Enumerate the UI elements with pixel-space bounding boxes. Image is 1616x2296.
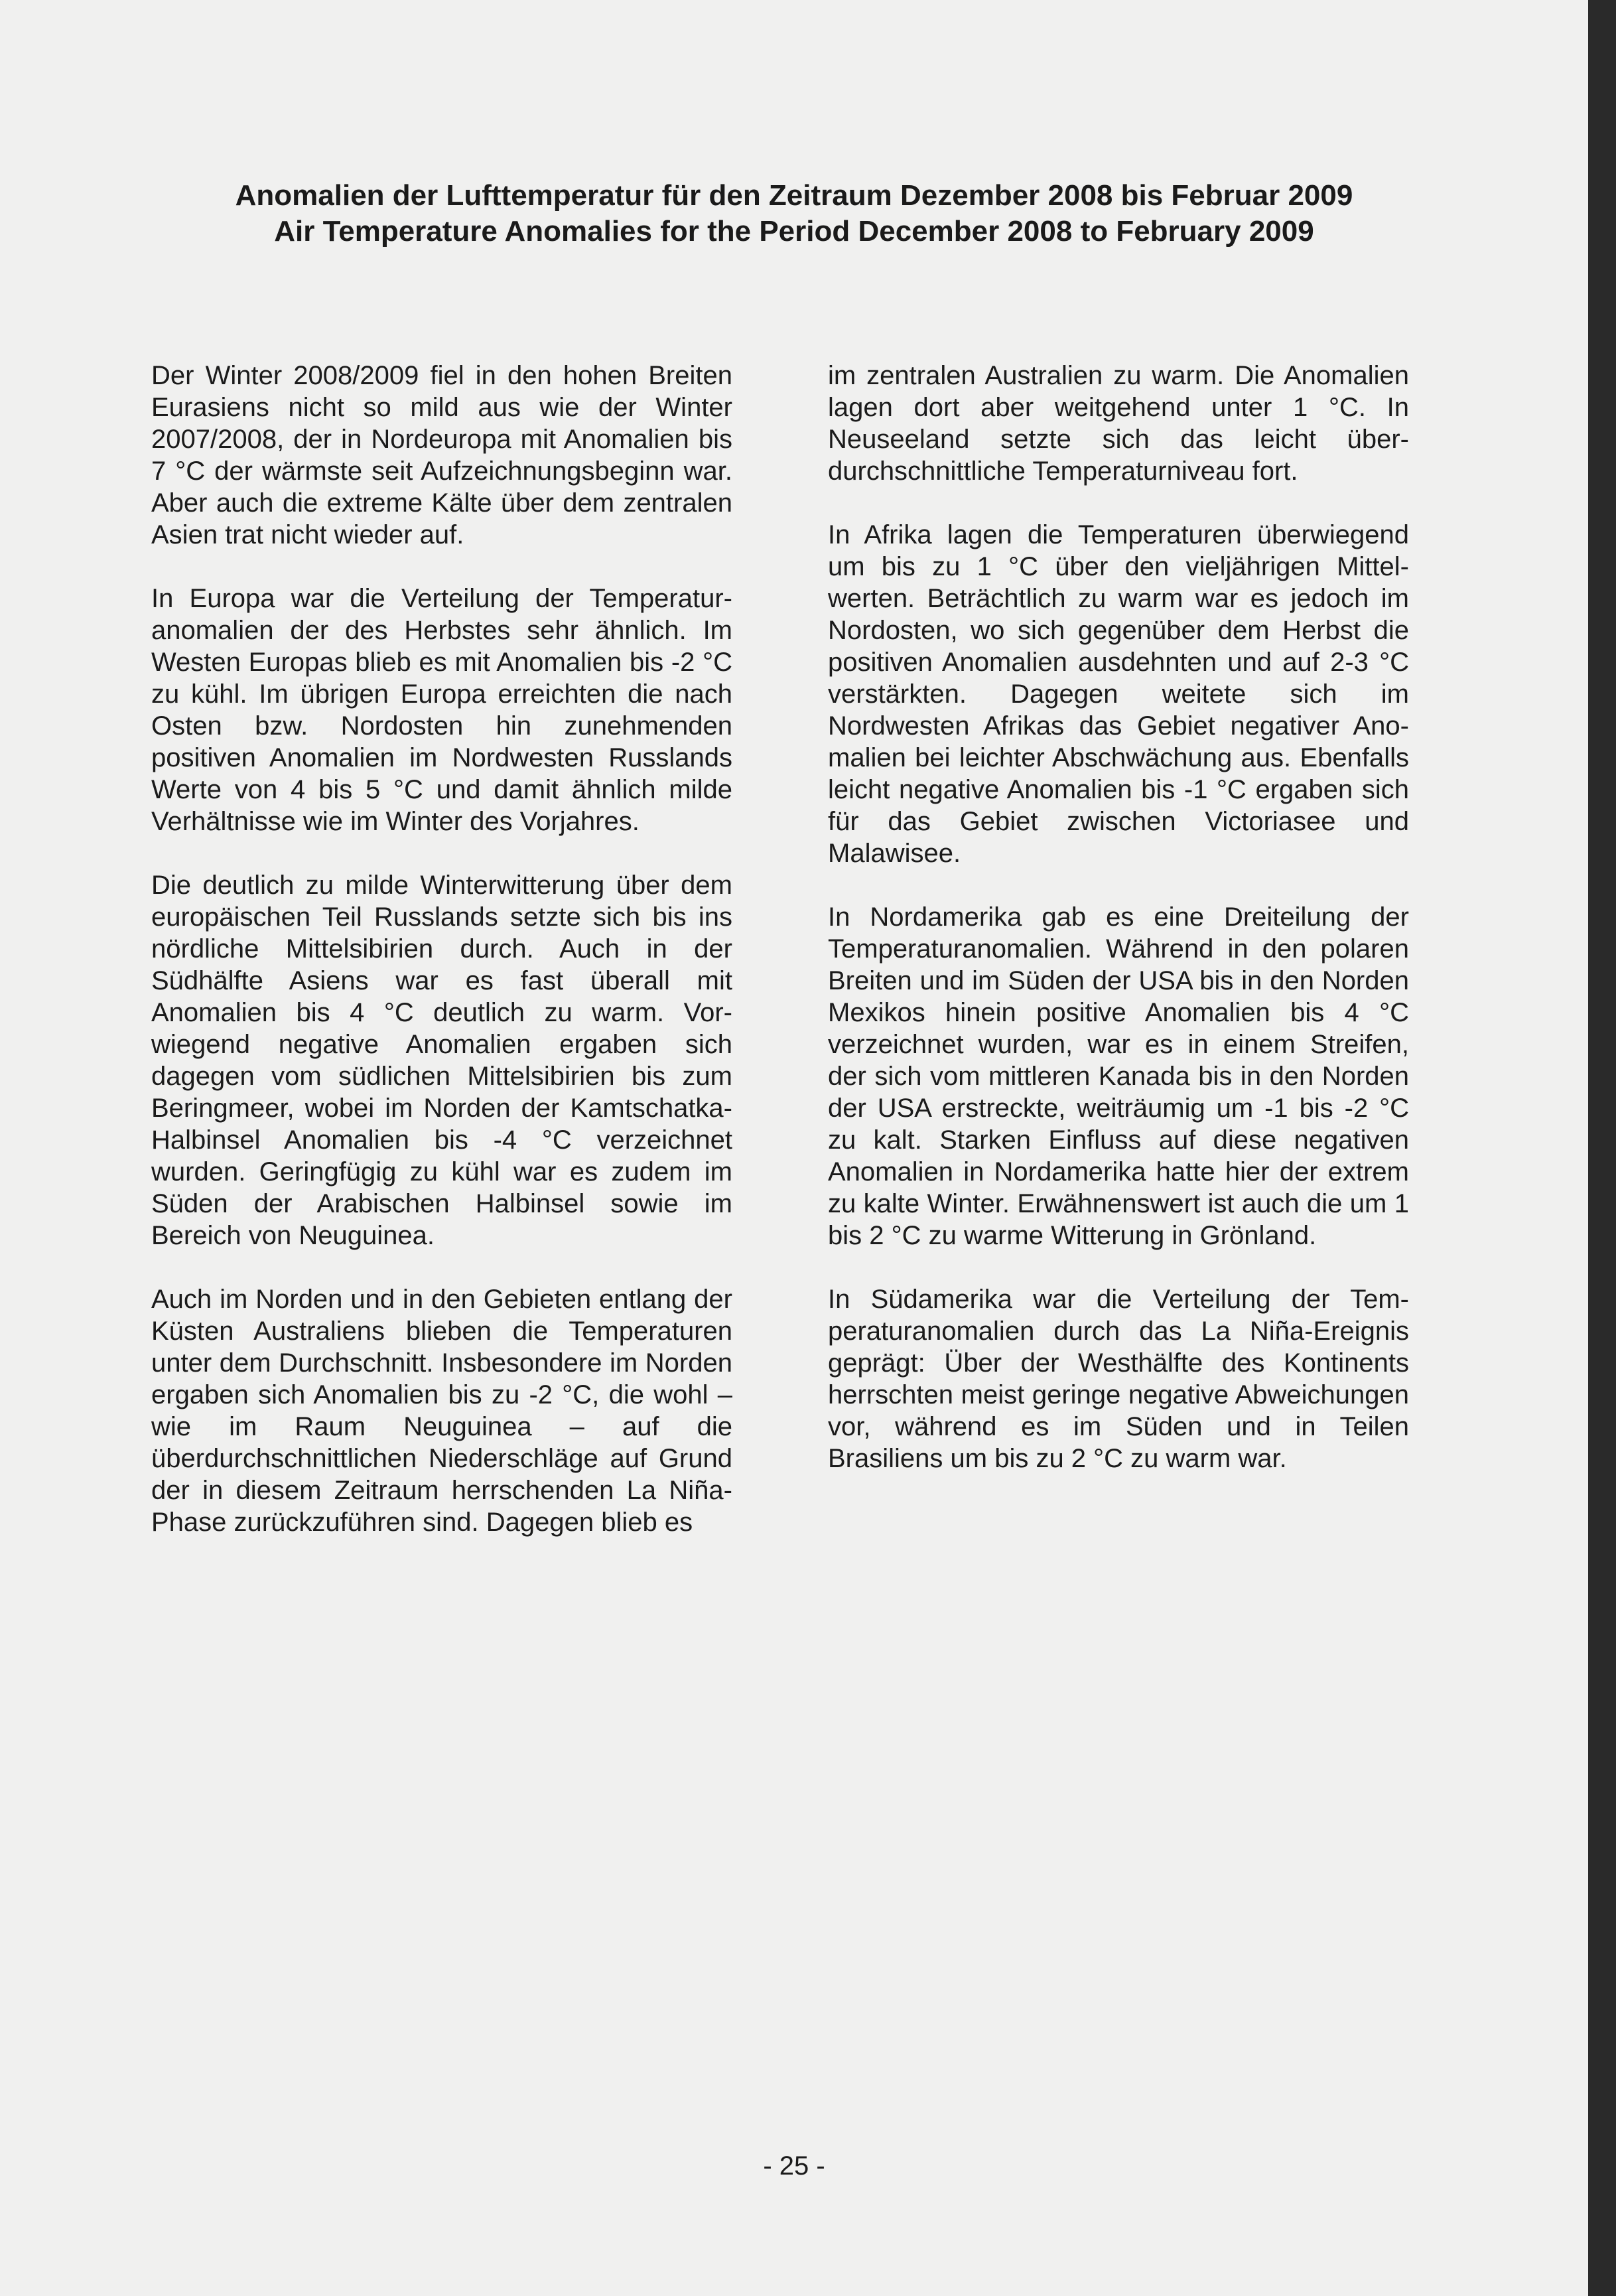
paragraph: Die deutlich zu milde Winterwitterung über dem europäischen Teil Russlands setzte sich bis ins nördliche Mittelsibirien durch. Auch in der Südhälfte Asiens war es fast überall mit Anomalien bis 4 °C deutlich zu warm. Vorwiegend negative Anomalien ergaben sich dagegen vom südlichen Mittelsibirien bis zum Beringmeer, wobei im Norden der Kamtschatka-Halbinsel Anomalien bis -4 °C verzeichnet wurden. Geringfügig zu kühl war es zudem im Süden der Arabischen Halbinsel sowie im Bereich von Neuguinea. <box>151 871 732 1250</box>
scan-edge <box>1588 0 1616 2296</box>
title-german: Anomalien der Lufttemperatur für den Zeitraum Dezember 2008 bis Februar 2009 <box>235 179 1353 212</box>
paragraph: In Nordamerika gab es eine Dreiteilung der Temperaturanomalien. Während in den polaren Breiten und im Süden der USA bis in den Norden Mexikos hinein positive Anomalien bis 4 °C verzeichnet wurden, war es in einem Streifen, der sich vom mittleren Kanada bis in den Norden der USA erstreckte, weiträumig um -1 bis -2 °C zu kalt. Starken Einfluss auf diese negativen Anomalien in Nordamerika hatte hier der extrem zu kalte Winter. Erwähnenswert ist auch die um 1 bis 2 °C zu warme Witterung in Grönland. <box>828 902 1409 1250</box>
paragraph: In Afrika lagen die Temperaturen überwiegend um bis zu 1 °C über den vieljährigen Mittelwerten. Beträchtlich zu warm war es jedoch im Nordosten, wo sich gegenüber dem Herbst die positiven Anomalien ausdehnten und auf 2-3 °C verstärkten. Dagegen weitete sich im Nordwesten Afrikas das Gebiet negativer Anomalien bei leichter Abschwächung aus. Ebenfalls leicht negative Anomalien bis -1 °C ergaben sich für das Gebiet zwischen Victoriasee und Malawisee. <box>828 520 1409 868</box>
title-english: Air Temperature Anomalies for the Period December 2008 to February 2009 <box>274 215 1314 248</box>
paragraph: In Europa war die Verteilung der Temperaturanomalien der des Herbstes sehr ähnlich. Im Westen Europas blieb es mit Anomalien bis -2 °C zu kühl. Im übrigen Europa erreichten die nach Osten bzw. Nordosten hin zunehmenden positiven Anomalien im Nordwesten Russlands Werte von 4 bis 5 °C und damit ähnlich milde Verhältnisse wie im Winter des Vorjahres. <box>151 584 732 836</box>
paragraph: im zentralen Australien zu warm. Die Anomalien lagen dort aber weitgehend unter 1 °C. In Neuseeland setzte sich das leicht überdurchschnittliche Temperaturniveau fort. <box>828 361 1409 486</box>
paragraph: Der Winter 2008/2009 fiel in den hohen Breiten Eurasiens nicht so mild aus wie der Winter 2007/2008, der in Nordeuropa mit Anomalien bis 7 °C der wärmste seit Aufzeichnungsbeginn war. Aber auch die extreme Kälte über dem zentralen Asien trat nicht wieder auf. <box>151 361 732 549</box>
paragraph: Auch im Norden und in den Gebieten entlang der Küsten Australiens blieben die Temperaturen unter dem Durchschnitt. Insbesondere im Norden ergaben sich Anomalien bis zu -2 °C, die wohl – wie im Raum Neuguinea – auf die überdurchschnittlichen Niederschläge auf Grund der in diesem Zeitraum herrschenden La Niña-Phase zurückzuführen sind. Dagegen blieb es <box>151 1285 732 1537</box>
text-column-left <box>151 360 732 1570</box>
paragraph: In Südamerika war die Verteilung der Temperaturanomalien durch das La Niña-Ereignis geprägt: Über der Westhälfte des Kontinents herrschten meist geringe negative Abweichungen vor, während es im Süden und in Teilen Brasiliens um bis zu 2 °C zu warm war. <box>828 1285 1409 1473</box>
page-title <box>0 178 1588 250</box>
text-column-right <box>828 360 1409 1506</box>
page-number: - 25 - <box>763 2151 825 2181</box>
